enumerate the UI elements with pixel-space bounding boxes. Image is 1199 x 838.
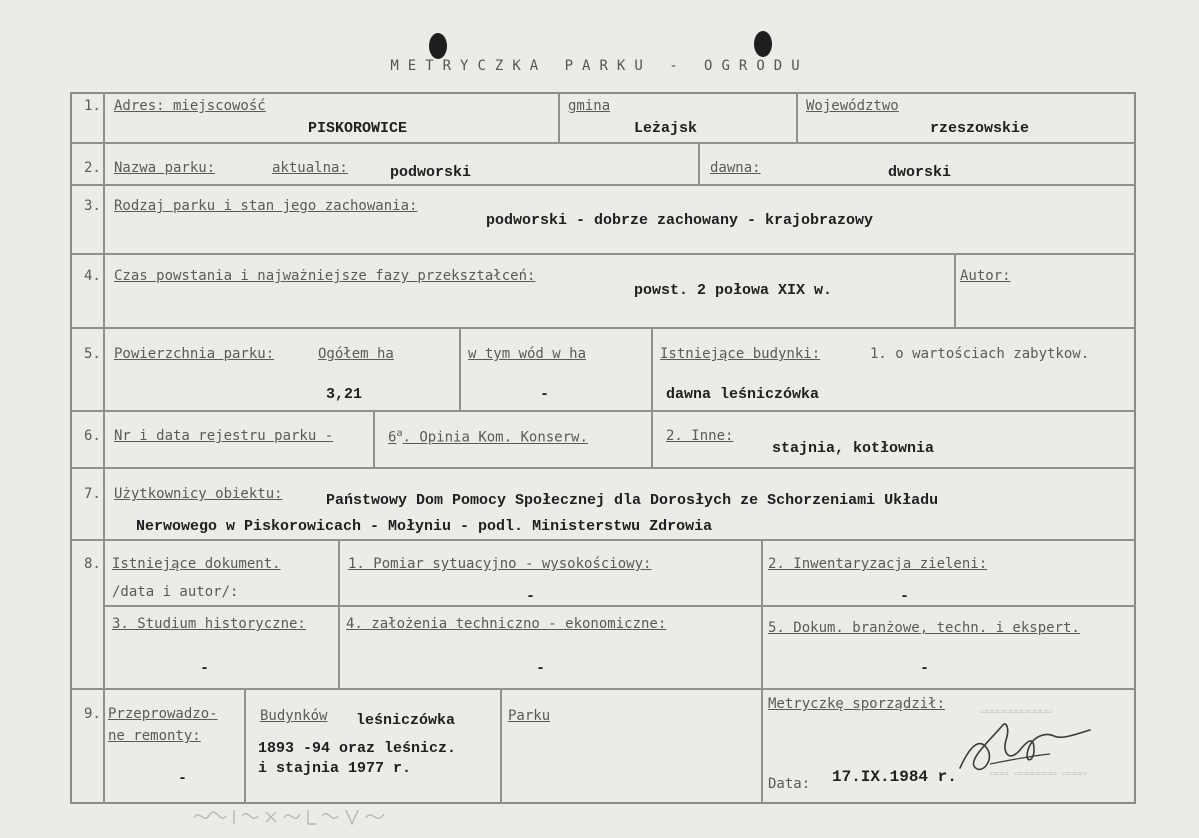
voivodeship-value: rzeszowskie: [930, 120, 1030, 137]
area-label: Powierzchnia parku:: [114, 346, 275, 362]
buildings-repairs-label: Budynków: [260, 708, 328, 724]
former-name-label: dawna:: [710, 160, 761, 176]
current-name-value: podworski: [390, 164, 472, 181]
row-number-7: 7.: [84, 486, 101, 502]
users-value-line-1: Państwowy Dom Pomocy Społecznej dla Dorosłych ze Schorzeniami Układu: [326, 492, 939, 509]
users-label: Użytkownicy obiektu:: [114, 486, 283, 502]
branch-docs-value: -: [920, 660, 930, 677]
prepared-by-label: Metryczkę sporządził:: [768, 696, 946, 712]
buildings-label: Istniejące budynki:: [660, 346, 821, 362]
users-value-line-2: Nerwowego w Piskorowicach - Mołyniu - podl. Ministerstwu Zdrowia: [136, 518, 713, 535]
history-label: Czas powstania i najważniejsze fazy przekształceń:: [114, 268, 536, 284]
documents-sublabel: /data i autor/:: [112, 584, 239, 600]
repairs-label: Przeprowadzo-: [108, 706, 218, 722]
gmina-value: Leżajsk: [634, 120, 698, 137]
water-area-label: w tym wód w ha: [468, 346, 587, 362]
date-label: Data:: [768, 776, 811, 792]
inventory-label: 2. Inwentaryzacja zieleni:: [768, 556, 988, 572]
document-title: METRYCZKA PARKU - OGRODU: [390, 58, 809, 74]
repairs-sublabel: ne remonty:: [108, 728, 201, 744]
survey-label: 1. Pomiar sytuacyjno - wysokościowy:: [348, 556, 652, 572]
row-number-2: 2.: [84, 160, 101, 176]
inventory-value: -: [900, 588, 910, 605]
registry-label: Nr i data rejestru parku -: [114, 428, 334, 444]
row-number-9: 9.: [84, 706, 101, 722]
park-name-label: Nazwa parku:: [114, 160, 216, 176]
faded-stamp-text: ▭▭▭ ▭▭▭▭▭▭▭ ▭▭▭▭: [990, 768, 1087, 779]
address-value: PISKOROWICE: [308, 120, 408, 137]
row-number-1: 1.: [84, 98, 101, 114]
buildings-repairs-value-2: 1893 -94 oraz leśnicz.: [258, 740, 457, 757]
monuments-label: 1. o wartościach zabytkow.: [870, 346, 1090, 362]
pencil-marking: [190, 804, 390, 828]
history-value: powst. 2 połowa XIX w.: [634, 282, 833, 299]
gmina-label: gmina: [568, 98, 611, 114]
buildings-repairs-value-3: i stajnia 1977 r.: [258, 760, 412, 777]
row-number-4: 4.: [84, 268, 101, 284]
address-label: Adres: miejscowość: [114, 98, 266, 114]
park-type-label: Rodzaj parku i stan jego zachowania:: [114, 198, 418, 214]
other-buildings-label: 2. Inne:: [666, 428, 734, 444]
technical-label: 4. założenia techniczno - ekonomiczne:: [346, 616, 667, 632]
park-type-value: podworski - dobrze zachowany - krajobrazowy: [486, 212, 874, 229]
historic-study-value: -: [200, 660, 210, 677]
faded-stamp: ▭▭▭▭▭▭▭▭▭▭▭▭: [980, 706, 1053, 717]
date-value: 17.IX.1984 r.: [832, 768, 957, 786]
branch-docs-label: 5. Dokum. branżowe, techn. i ekspert.: [768, 620, 1080, 636]
historic-study-label: 3. Studium historyczne:: [112, 616, 306, 632]
row-number-6: 6.: [84, 428, 101, 444]
total-area-label: Ogółem ha: [318, 346, 394, 362]
signature-icon: [950, 706, 1100, 786]
voivodeship-label: Województwo: [806, 98, 899, 114]
survey-value: -: [526, 588, 536, 605]
other-buildings-value: stajnia, kotłownia: [772, 440, 935, 457]
repairs-value: -: [178, 770, 188, 787]
total-area-value: 3,21: [326, 386, 363, 403]
buildings-repairs-value-1: leśniczówka: [356, 712, 456, 729]
park-repairs-label: Parku: [508, 708, 551, 724]
row-number-8: 8.: [84, 556, 101, 572]
row-number-3: 3.: [84, 198, 101, 214]
opinion-label: 6$^a$. Opinia Kom. Konserw.: [388, 428, 588, 446]
author-label: Autor:: [960, 268, 1011, 284]
water-area-value: -: [540, 386, 550, 403]
documents-label: Istniejące dokument.: [112, 556, 281, 572]
former-name-value: dworski: [888, 164, 952, 181]
current-name-label: aktualna:: [272, 160, 348, 176]
technical-value: -: [536, 660, 546, 677]
row-number-5: 5.: [84, 346, 101, 362]
punch-hole-left: [429, 33, 447, 59]
punch-hole-right: [754, 31, 772, 57]
buildings-value: dawna leśniczówka: [666, 386, 820, 403]
